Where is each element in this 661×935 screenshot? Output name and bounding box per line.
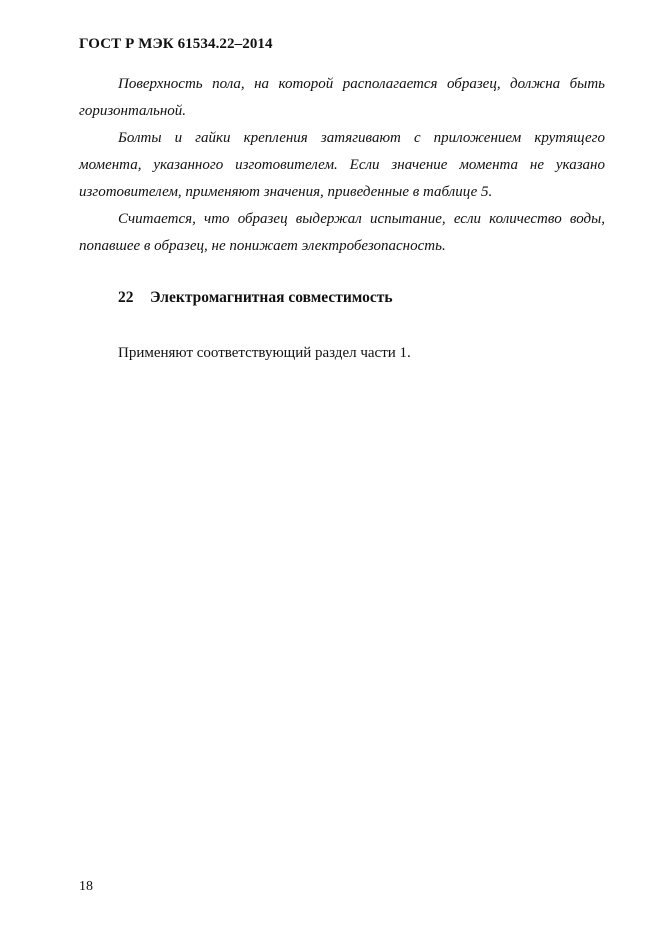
- section-text: Применяют соответствующий раздел части 1.: [118, 345, 411, 361]
- section-number: 22: [118, 289, 134, 306]
- section-title: Электромагнитная совместимость: [150, 289, 393, 306]
- body-text: [79, 71, 605, 260]
- paragraph-test-criterion: Считается, что образец выдержал испытание, если количество воды, попавшее в образец, не понижает электробезопасность.: [79, 211, 605, 254]
- page-number: 18: [79, 879, 93, 894]
- paragraph-bolts-torque: Болты и гайки крепления затягивают с приложением крутящего момента, указанного изготовителем. Если значение момента не указано изготовителем, применяют значения, приведенные в таблице 5.: [79, 130, 605, 200]
- standard-title: ГОСТ Р МЭК 61534.22–2014: [79, 36, 273, 52]
- paragraph-floor-surface: Поверхность пола, на которой располагается образец, должна быть горизонтальной.: [79, 76, 605, 119]
- section-heading: [118, 289, 393, 307]
